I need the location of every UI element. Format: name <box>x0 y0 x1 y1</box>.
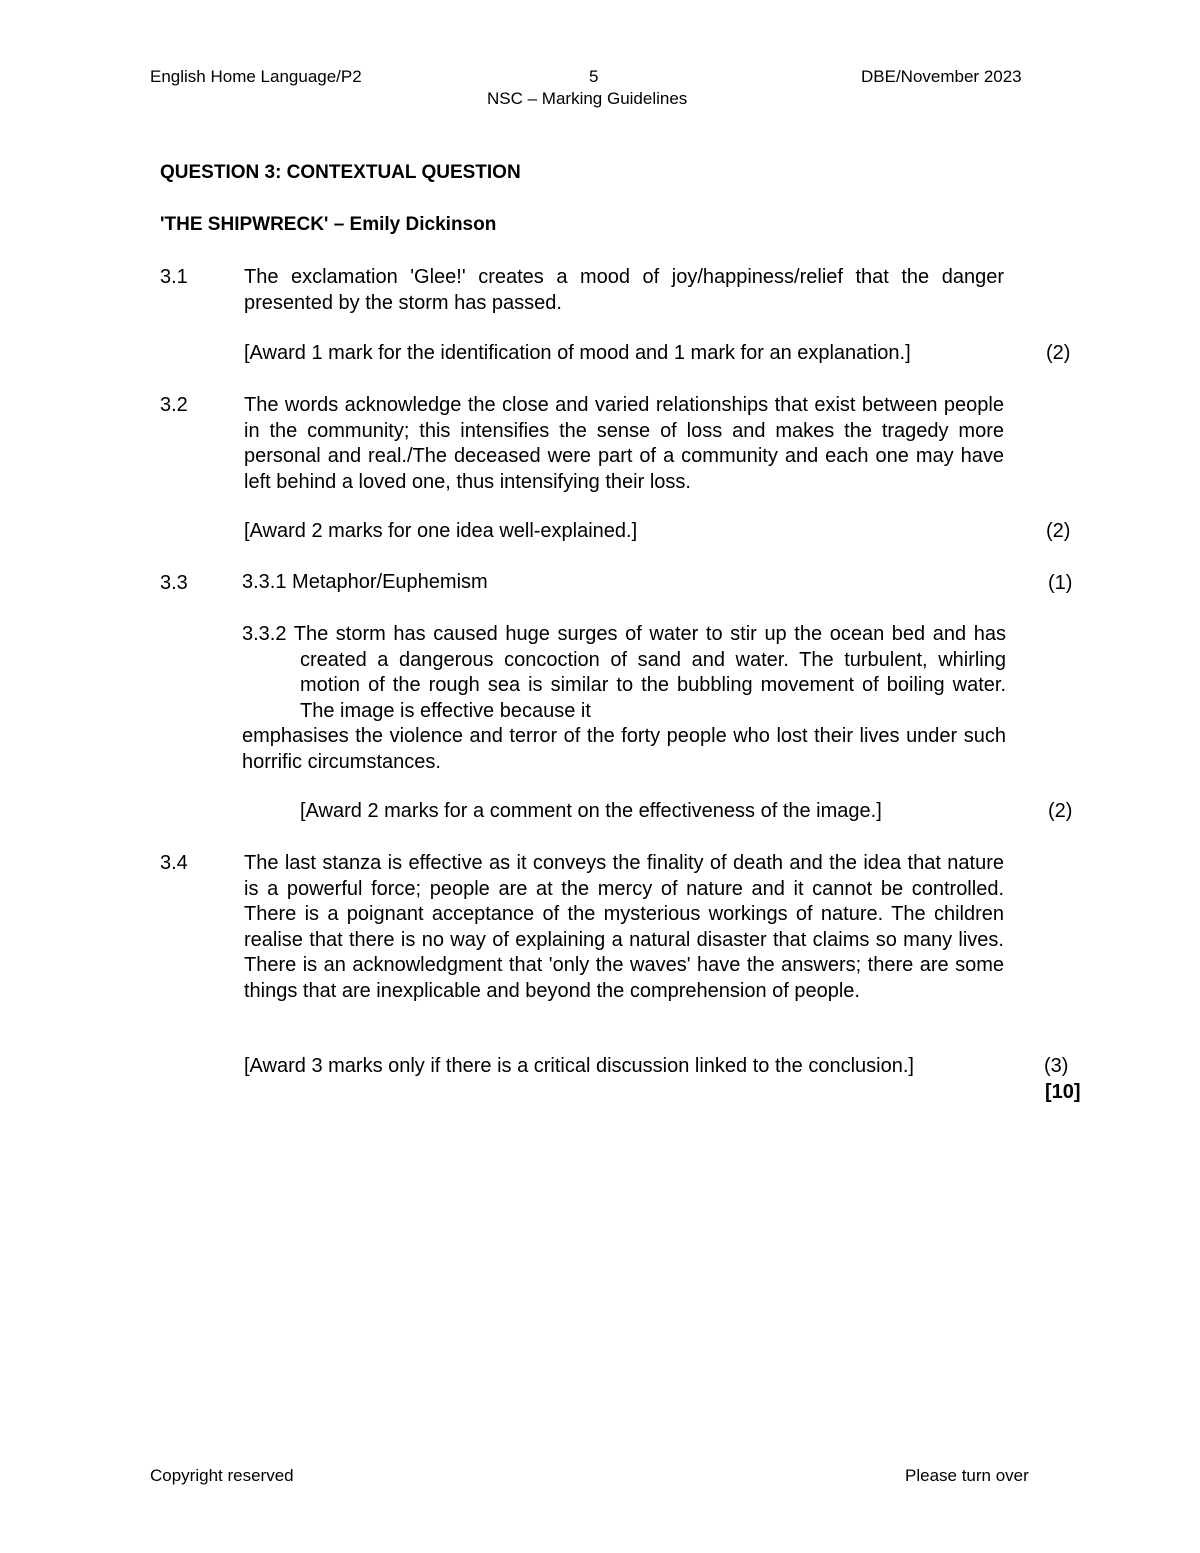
question-total: [10] <box>1045 1081 1081 1103</box>
mark-3-2: (2) <box>1046 520 1071 542</box>
answer-3-1: The exclamation 'Glee!' creates a mood of joy/happiness/relief that the danger presented by the storm has passed. <box>244 266 1004 314</box>
sub-question-label-3-3-2: 3.3.2 <box>242 623 287 645</box>
mark-3-4: (3) <box>1044 1055 1069 1077</box>
header-date: DBE/November 2023 <box>861 67 1022 86</box>
question-number-3-3: 3.3 <box>160 572 188 594</box>
page-number: 5 <box>589 67 599 86</box>
header-subtitle: NSC – Marking Guidelines <box>487 89 688 108</box>
footer-turn-over: Please turn over <box>905 1466 1029 1485</box>
answer-3-3-2-tail: emphasises the violence and terror of the forty people who lost their lives under such horrific circumstances. <box>242 725 1006 773</box>
mark-3-3-2: (2) <box>1048 800 1073 822</box>
answer-3-4: The last stanza is effective as it conveys the finality of death and the idea that nature is a powerful force; people are at the mercy of nature and it cannot be controlled. There is a poignant acceptance of the mysterious workings of nature. The children realise that there is no way of explaining a natural disaster that claims so many lives. There is an acknowledgment that 'only the waves' have the answers; there are some things that are inexplicable and beyond the comprehension of people. <box>244 852 1004 1002</box>
mark-3-1: (2) <box>1046 342 1071 364</box>
marking-note-3-2: [Award 2 marks for one idea well-explained.] <box>244 520 638 542</box>
marking-note-3-1: [Award 1 mark for the identification of mood and 1 mark for an explanation.] <box>244 342 911 364</box>
answer-3-3-2-hanging <box>242 622 1006 724</box>
mark-3-3-1: (1) <box>1048 572 1073 594</box>
question-number-3-2: 3.2 <box>160 394 188 416</box>
answer-3-3-1: 3.3.1 Metaphor/Euphemism <box>242 571 488 593</box>
answer-3-3-2-lead: The storm has caused huge surges of water to stir up the ocean bed and has created a dangerous concoction of sand and water. The turbulent, whirling motion of the rough sea is similar to the bubbling movement of boiling water. The image is effective because it <box>293 623 1006 722</box>
question-number-3-1: 3.1 <box>160 266 188 288</box>
footer-copyright: Copyright reserved <box>150 1466 294 1485</box>
poem-title: 'THE SHIPWRECK' – Emily Dickinson <box>160 214 497 235</box>
section-title: QUESTION 3: CONTEXTUAL QUESTION <box>160 162 521 183</box>
answer-3-3-2 <box>242 622 1006 775</box>
question-number-3-4: 3.4 <box>160 852 188 874</box>
marking-note-3-3-2: [Award 2 marks for a comment on the effectiveness of the image.] <box>300 800 882 822</box>
header-subject: English Home Language/P2 <box>150 67 362 86</box>
marking-note-3-4: [Award 3 marks only if there is a critical discussion linked to the conclusion.] <box>244 1055 914 1077</box>
answer-3-2: The words acknowledge the close and varied relationships that exist between people in the community; this intensifies the sense of loss and makes the tragedy more personal and real./The deceased were part of a community and each one may have left behind a loved one, thus intensifying their loss. <box>244 394 1004 493</box>
